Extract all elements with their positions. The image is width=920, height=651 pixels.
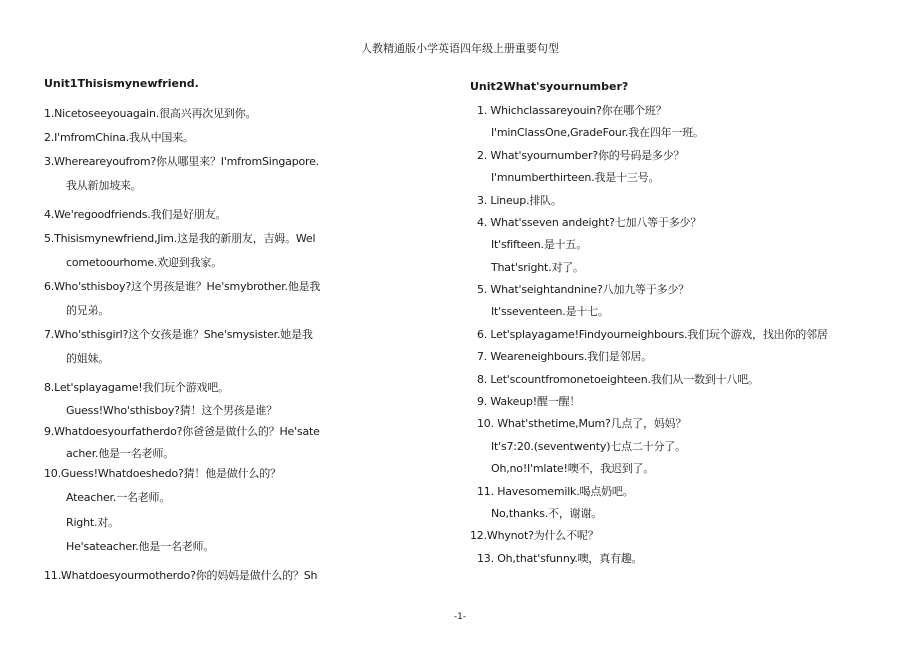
sentence-line: 7. Weareneighbours.我们是邻居。 bbox=[477, 350, 652, 363]
page-number: -1- bbox=[453, 612, 467, 622]
sentence-line: 9. Wakeup!醒一醒！ bbox=[477, 395, 581, 408]
unit2-column bbox=[470, 80, 880, 565]
sentence-line: 3.Whereareyoufrom?你从哪里来？I'mfromSingapore. bbox=[44, 155, 319, 168]
sentence-line: 7.Who'sthisgirl?这个女孩是谁？She'smysister.她是我 bbox=[44, 328, 313, 341]
sentence-line: 10.Guess!Whatdoeshedo?猜！他是做什么的？ bbox=[44, 467, 281, 480]
sentence-line: That'sright.对了。 bbox=[491, 261, 584, 274]
sentence-line: 的姐妹。 bbox=[66, 352, 110, 365]
sentence-line: 13. Oh,that'sfunny.噢，真有趣。 bbox=[477, 552, 643, 565]
sentence-line: Ateacher.一名老师。 bbox=[66, 491, 171, 504]
sentence-line: 12.Whynot?为什么不呢？ bbox=[470, 529, 599, 542]
page-title: 人教精通版小学英语四年级上册重要句型 bbox=[361, 42, 559, 55]
sentence-line: 我从新加坡来。 bbox=[66, 179, 142, 192]
sentence-line: He'sateacher.他是一名老师。 bbox=[66, 540, 215, 553]
sentence-line: cometoourhome.欢迎到我家。 bbox=[66, 256, 223, 269]
sentence-line: 1. Whichclassareyouin?你在哪个班？ bbox=[477, 104, 667, 117]
sentence-line: Oh,no!I'mlate!噢不，我迟到了。 bbox=[491, 462, 655, 475]
sentence-line: Guess!Who'sthisboy?猜！这个男孩是谁？ bbox=[66, 404, 277, 417]
unit2-heading: Unit2What'syournumber? bbox=[470, 80, 629, 93]
unit1-column bbox=[44, 77, 344, 582]
sentence-line: 6.Who'sthisboy?这个男孩是谁？He'smybrother.他是我 bbox=[44, 280, 321, 293]
sentence-line: 8.Let'splayagame!我们玩个游戏吧。 bbox=[44, 381, 229, 394]
sentence-line: 5.Thisismynewfriend,Jim.这是我的新朋友，吉姆。Wel bbox=[44, 232, 316, 245]
sentence-line: It's7:20.(seventwenty)七点二十分了。 bbox=[491, 440, 686, 453]
sentence-line: It'sseventeen.是十七。 bbox=[491, 305, 609, 318]
sentence-line: 1.Nicetoseeyouagain.很高兴再次见到你。 bbox=[44, 107, 257, 120]
sentence-line: acher.他是一名老师。 bbox=[66, 447, 174, 460]
sentence-line: 8. Let'scountfromonetoeighteen.我们从一数到十八吧。 bbox=[477, 373, 759, 386]
sentence-line: I'minClassOne,GradeFour.我在四年一班。 bbox=[491, 126, 704, 139]
sentence-line: 5. What'seightandnine?八加九等于多少？ bbox=[477, 283, 690, 296]
sentence-line: 6. Let'splayagame!Findyourneighbours.我们玩个游戏，找出你的邻居 bbox=[477, 328, 828, 341]
sentence-line: 3. Lineup.排队。 bbox=[477, 194, 562, 207]
sentence-line: 4. What'sseven andeight?七加八等于多少？ bbox=[477, 216, 702, 229]
sentence-line: 2. What'syournumber?你的号码是多少？ bbox=[477, 149, 685, 162]
sentence-line: 2.I'mfromChina.我从中国来。 bbox=[44, 131, 194, 144]
unit1-heading: Unit1Thisismynewfriend. bbox=[44, 77, 199, 90]
sentence-line: 9.Whatdoesyourfatherdo?你爸爸是做什么的？He'sate bbox=[44, 425, 320, 438]
sentence-line: 11. Havesomemilk.喝点奶吧。 bbox=[477, 485, 634, 498]
sentence-line: 10. What'sthetime,Mum?几点了，妈妈？ bbox=[477, 417, 687, 430]
sentence-line: I'mnumberthirteen.我是十三号。 bbox=[491, 171, 660, 184]
sentence-line: 11.Whatdoesyourmotherdo?你的妈妈是做什么的？Sh bbox=[44, 569, 318, 582]
sentence-line: 4.We'regoodfriends.我们是好朋友。 bbox=[44, 208, 227, 221]
sentence-line: No,thanks.不，谢谢。 bbox=[491, 507, 603, 520]
sentence-line: 的兄弟。 bbox=[66, 304, 110, 317]
sentence-line: Right.对。 bbox=[66, 516, 119, 529]
sentence-line: It'sfifteen.是十五。 bbox=[491, 238, 588, 251]
